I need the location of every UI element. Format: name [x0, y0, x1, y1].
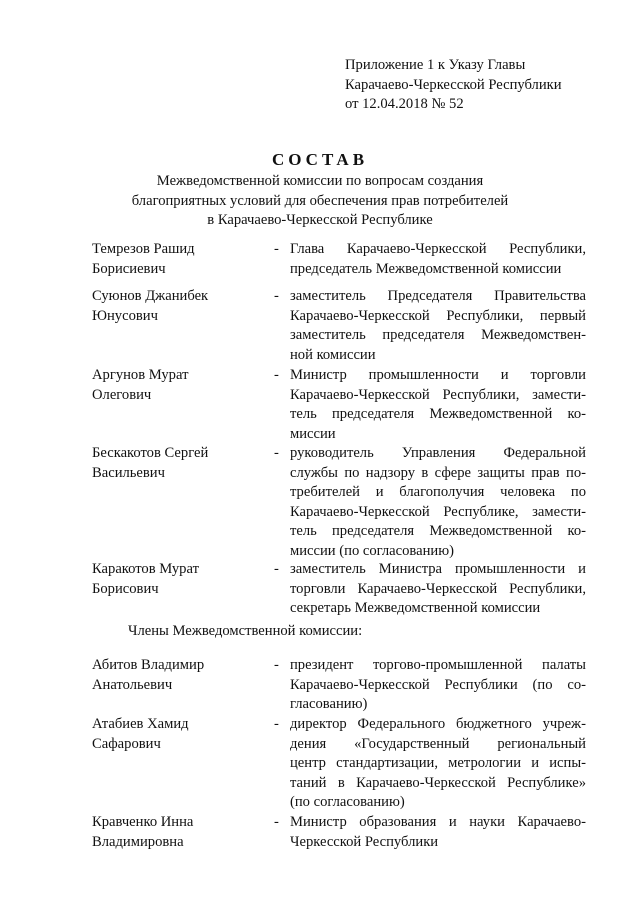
appendix-line: от 12.04.2018 № 52	[345, 96, 464, 112]
person-name: Атабиев Хамид Сафарович	[92, 716, 189, 752]
subtitle-line: Межведомственной комиссии по вопросам создания	[156, 173, 484, 189]
dash-separator: -	[274, 288, 279, 304]
document-title: СОСТАВ	[271, 150, 369, 169]
dash-separator: -	[274, 445, 279, 461]
subtitle-line: в Карачаево-Черкесской Республике	[207, 212, 433, 228]
document-subtitle	[100, 172, 540, 231]
person-role: заместитель Председателя Правительства Карачаево-Черкесской Республики, первый заместитель председателя Межведомствен- ной комиссии	[290, 288, 586, 363]
dash-separator: -	[274, 657, 279, 673]
person-role: президент торгово-промышленной палаты Карачаево-Черкесской Республики (по со- гласованию)	[290, 657, 586, 712]
person-role: заместитель Министра промышленности и торговли Карачаево-Черкесской Республики, секретарь Межведомственной комиссии	[290, 561, 586, 616]
members-heading: Члены Межведомственной комиссии:	[128, 623, 363, 639]
dash-separator: -	[274, 716, 279, 732]
subtitle-line: благоприятных условий для обеспечения прав потребителей	[131, 192, 509, 209]
appendix-line: Приложение 1 к Указу Главы	[345, 57, 526, 73]
person-role: Глава Карачаево-Черкесской Республики, председатель Межведомственной комиссии	[290, 241, 586, 277]
dash-separator: -	[274, 561, 279, 577]
person-role: директор Федерального бюджетного учреж- дения «Государственный региональный центр стандартизации, метрологии и испы- таний в Карачаево-Черкесской Республике» (по согласованию)	[290, 716, 586, 810]
appendix-reference	[345, 56, 625, 115]
person-role: руководитель Управления Федеральной службы по надзору в сфере защиты прав по- требителей и благополучия человека по Карачаево-Черкесской Республике, замести- тель председателя Межведомственной ко- миссии (по согласованию)	[290, 445, 586, 559]
person-role: Министр образования и науки Карачаево- Черкесской Республики	[290, 814, 586, 850]
dash-separator: -	[274, 241, 279, 257]
person-name: Бескакотов Сергей Васильевич	[92, 445, 209, 481]
person-name: Каракотов Мурат Борисович	[92, 561, 199, 597]
person-name: Темрезов Рашид Борисиевич	[92, 241, 195, 277]
appendix-line: Карачаево-Черкесской Республики	[345, 76, 562, 93]
person-role: Министр промышленности и торговли Карачаево-Черкесской Республики, замести- тель председателя Межведомственной ко- миссии	[290, 367, 586, 442]
dash-separator: -	[274, 814, 279, 830]
person-name: Суюнов Джанибек Юнусович	[92, 288, 209, 324]
person-name: Абитов Владимир Анатольевич	[92, 657, 205, 693]
dash-separator: -	[274, 367, 279, 383]
person-name: Кравченко Инна Владимировна	[92, 814, 194, 850]
person-name: Аргунов Мурат Олегович	[92, 367, 189, 403]
